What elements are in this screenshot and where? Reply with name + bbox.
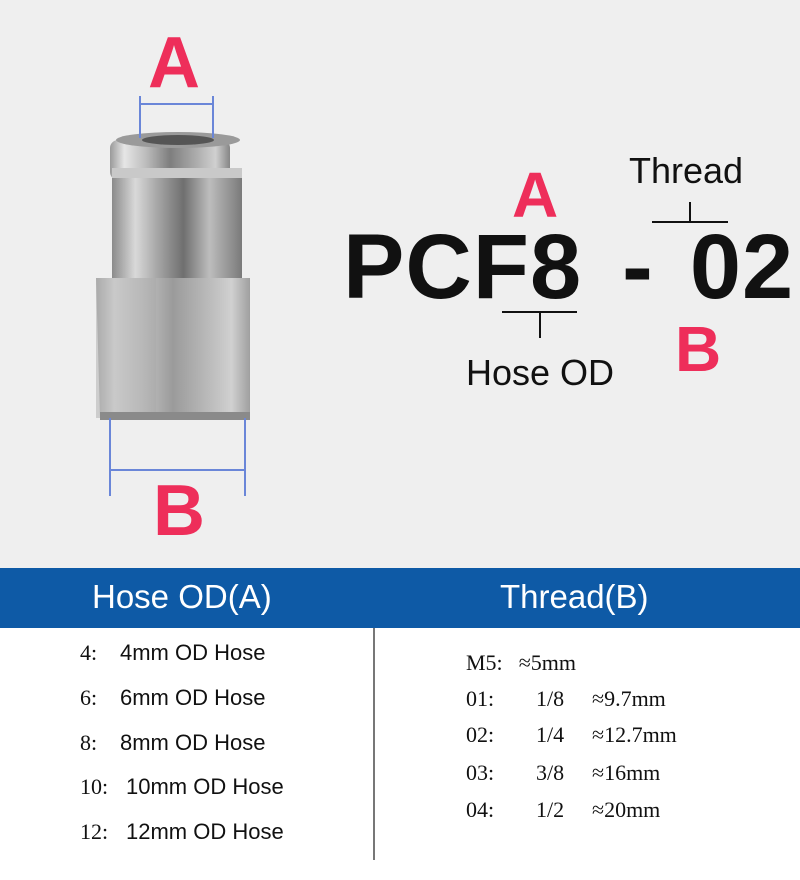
thread-row-code: 02: <box>466 722 495 747</box>
thread-header: Thread(B) <box>500 578 649 615</box>
thread-row <box>466 797 660 823</box>
thread-row-approx: ≈16mm <box>592 760 661 785</box>
thread-row-approx: ≈9.7mm <box>592 686 666 711</box>
thread-row-size: 3/8 <box>536 760 565 785</box>
hose-row-desc: 4mm OD Hose <box>120 640 266 665</box>
hose-row-desc: 10mm OD Hose <box>126 774 284 799</box>
thread-row-approx: ≈12.7mm <box>592 722 677 747</box>
part-code-hose: 8 <box>530 216 583 318</box>
column-divider <box>373 628 375 860</box>
thread-row-size: 1/4 <box>536 722 565 747</box>
part-code <box>343 215 794 320</box>
thread-row-size: 1/8 <box>536 686 565 711</box>
hose-row-code: 10: <box>80 774 109 799</box>
hose-row <box>80 685 265 711</box>
hose-row-desc: 12mm OD Hose <box>126 819 284 844</box>
hose-row-code: 6: <box>80 685 98 710</box>
hose-row <box>80 730 265 756</box>
code-b-label: B <box>675 313 722 385</box>
hose-row <box>80 640 265 666</box>
hose-row-code: 8: <box>80 730 98 755</box>
thread-label: Thread <box>629 150 744 191</box>
thread-row <box>466 650 576 676</box>
part-code-separator: - <box>622 216 654 318</box>
hose-row-code: 12: <box>80 819 109 844</box>
hose-od-header: Hose OD(A) <box>92 578 272 615</box>
thread-row-code: 04: <box>466 797 495 822</box>
thread-row <box>466 760 660 786</box>
thread-row <box>466 722 677 748</box>
hose-row <box>80 774 284 800</box>
part-code-thread: 02 <box>689 216 795 318</box>
thread-row-approx: ≈5mm <box>518 650 576 675</box>
thread-row-approx: ≈20mm <box>592 797 661 822</box>
hose-row-code: 4: <box>80 640 98 665</box>
thread-row-code: 03: <box>466 760 495 785</box>
hose-od-label: Hose OD <box>466 352 615 393</box>
thread-row-size: 1/2 <box>536 797 565 822</box>
hose-row-desc: 8mm OD Hose <box>120 730 266 755</box>
hose-row-desc: 6mm OD Hose <box>120 685 266 710</box>
thread-row-code: M5: <box>466 650 503 675</box>
thread-row <box>466 686 666 712</box>
part-code-prefix: PCF <box>343 216 530 318</box>
code-a-label: A <box>512 159 559 231</box>
thread-row-code: 01: <box>466 686 495 711</box>
table-header-band <box>0 568 800 628</box>
dimension-a-label: A <box>148 23 200 103</box>
dimension-b-label: B <box>153 471 205 551</box>
hose-row <box>80 819 284 845</box>
